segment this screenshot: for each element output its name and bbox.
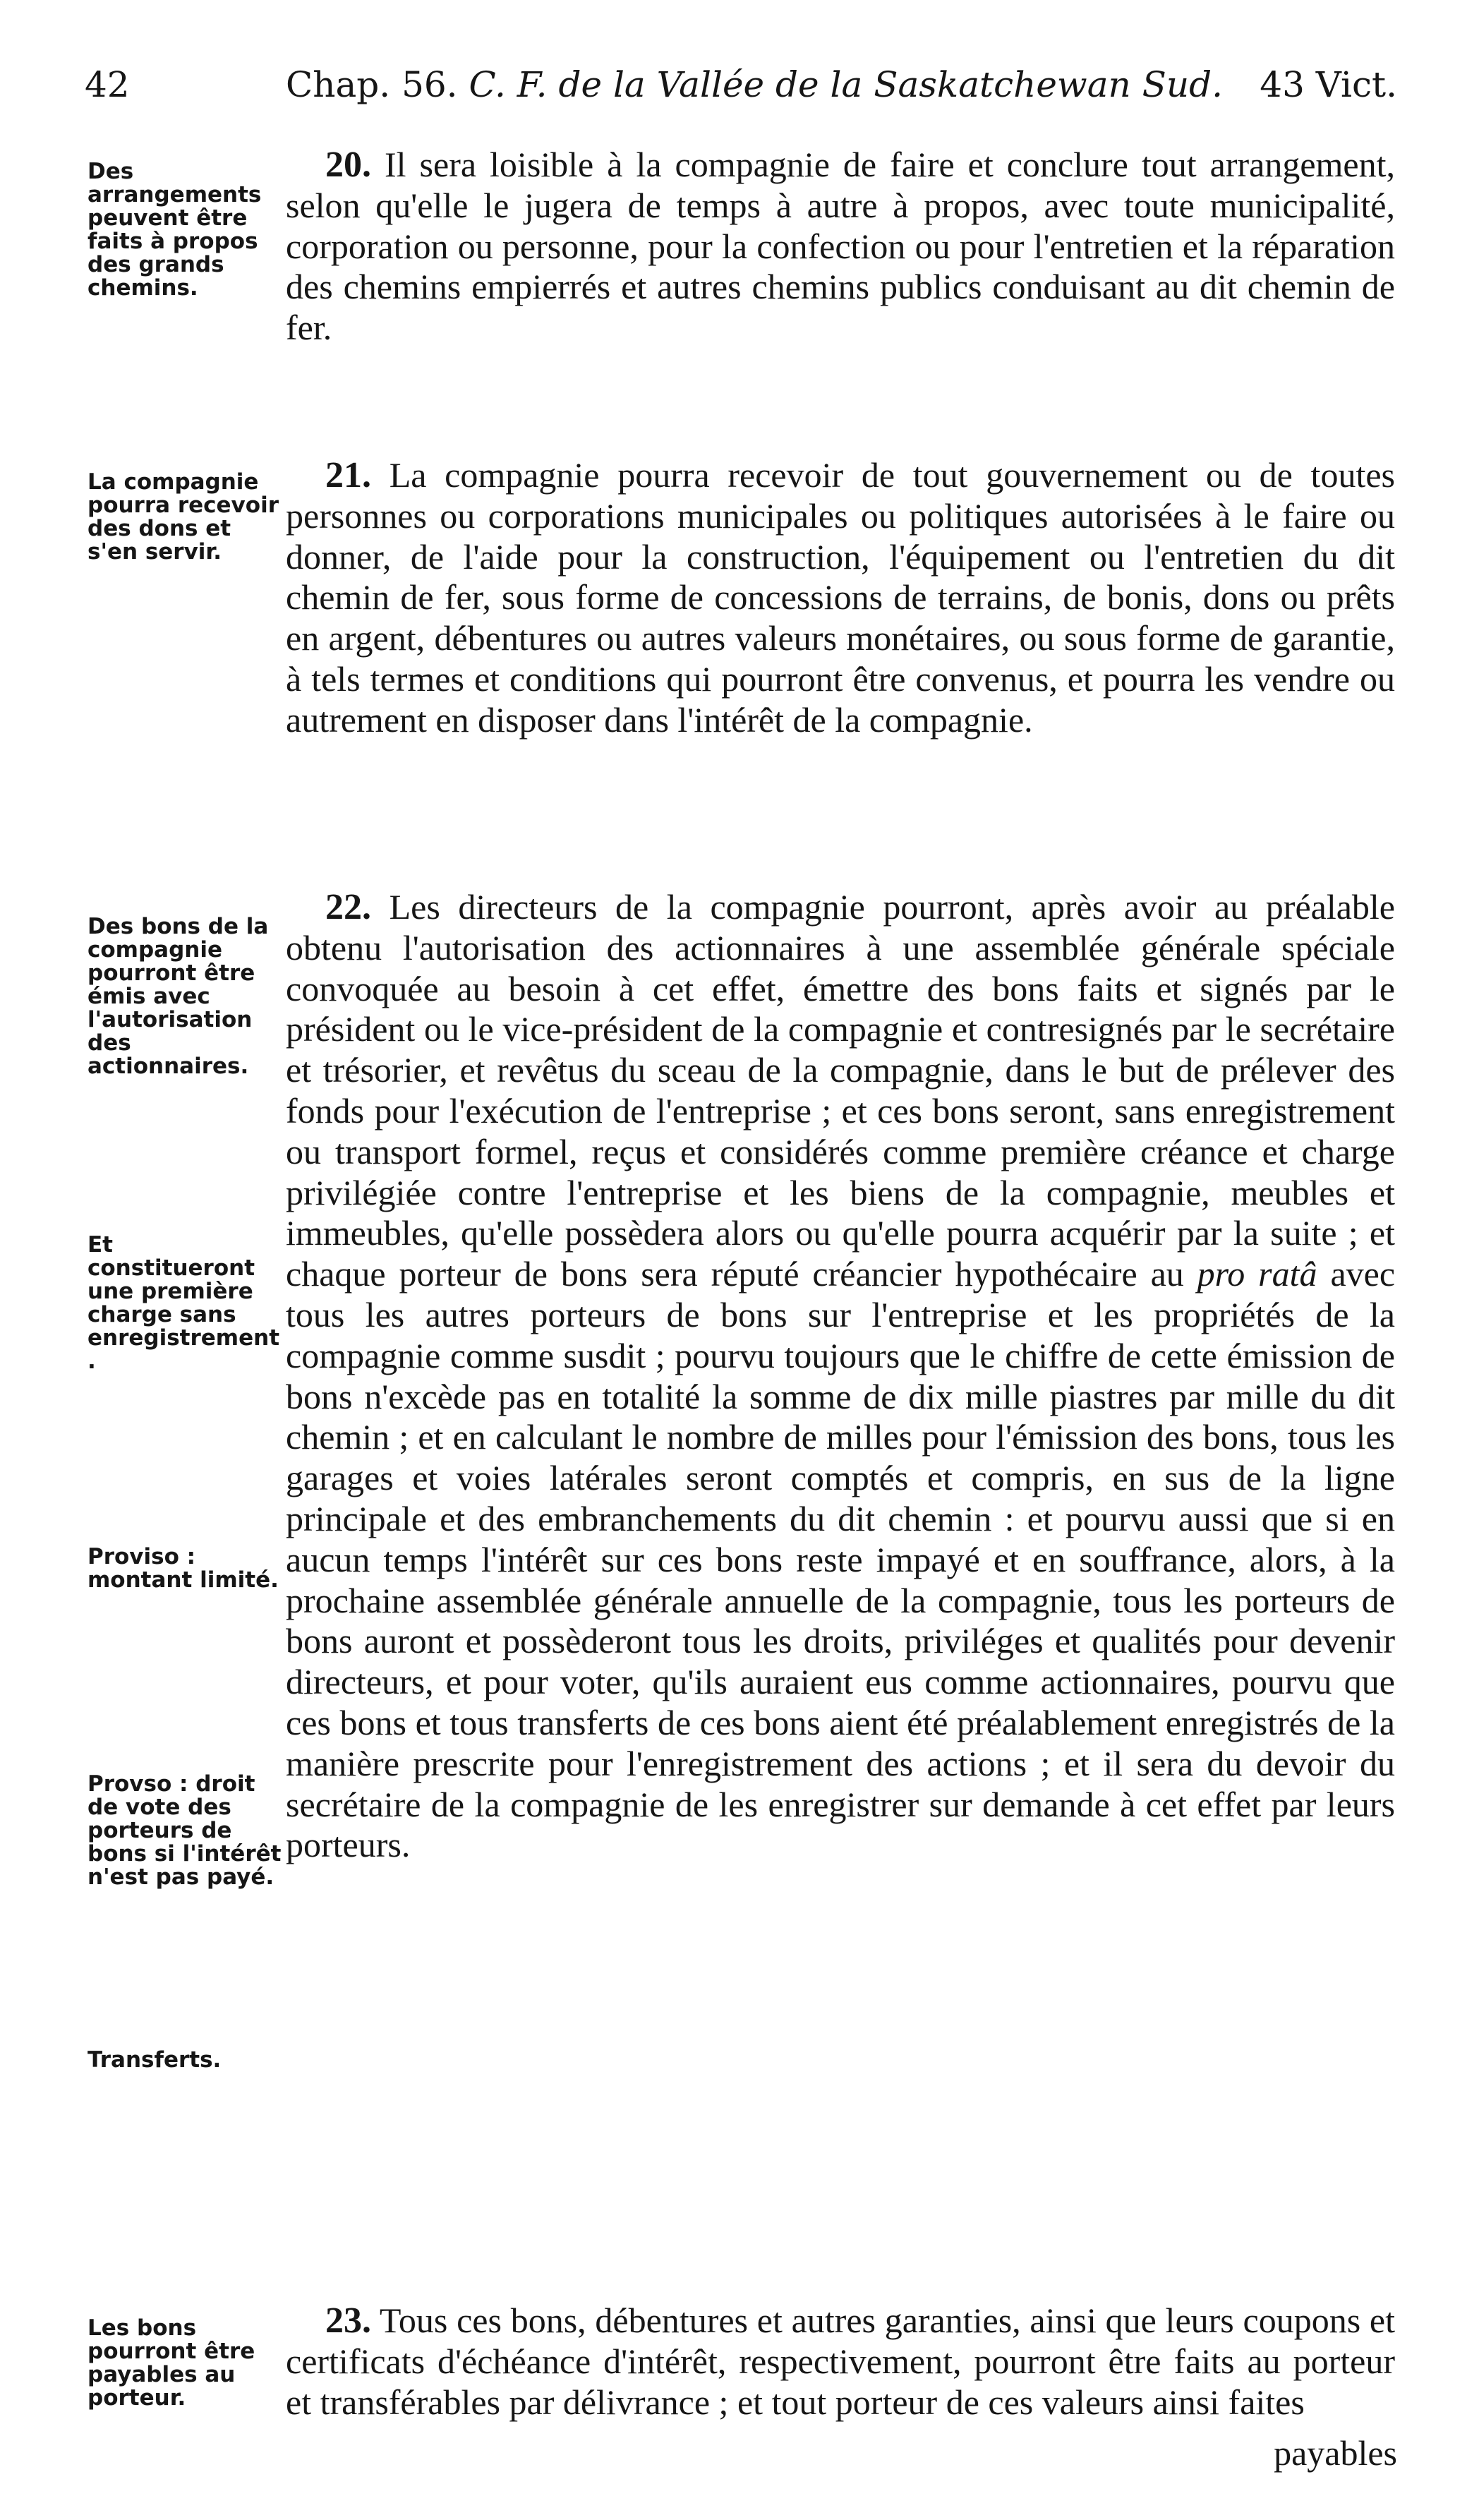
chapter-title [286,60,1223,109]
section-number: 22. [325,887,371,927]
margin-note-first-charge: Et constitueront une première charge sans enregistrement. [87,1232,280,1374]
section-20 [286,145,1395,349]
section-number: 23. [325,2301,371,2341]
margin-note-gifts: La compagnie pourra recevoir des dons et s'en servir. [87,469,279,565]
section-23 [286,2301,1395,2423]
margin-note-limit: Proviso : montant limité. [87,1544,279,1593]
chapter-number: Chap. 56. [286,64,458,105]
section-text-continued: avec tous les autres porteurs de bons sur l'entreprise et les propriétés de la compagnie comme susdit ; pourvu toujours que le chiffre de cette émission de bons n'excède pas en totalité la somme de dix mille piastres par mille du dit chemin ; et en calculant le nombre de milles pour l'émission des bons, tous les garages et voies latérales seront comptés et compris, en sus de la ligne principale et des embranchements du dit chemin : et pourvu aussi que si en aucun temps l'intérêt sur ces bons reste impayé et en souffrance, alors, à la prochaine assemblée générale annuelle de la compagnie, tous les porteurs de bons auront et possèderont tous les droits, priviléges et qualités pour devenir directeurs, et pour voter, qu'ils auraient eus comme actionnaires, pourvu que ces bons et tous transferts de ces bons aient été préalablement enregistrés de la manière prescrite pour l'enregistrement des actions ; et il sera du devoir du secrétaire de la compagnie de les enregistrer sur demande à cet effet par leurs porteurs. [286,1254,1396,1865]
act-title: C. F. de la Vallée de la Saskatchewan Sud. [469,64,1223,105]
section-italic-phrase: pro ratâ [1197,1254,1317,1294]
page-number: 42 [85,64,130,105]
section-text: Les directeurs de la compagnie pourront, après avoir au préalable obtenu l'autorisation des actionnaires à une assemblée générale spéciale convoquée au besoin à cet effet, émettre des bons faits et signés par le président ou le vice-président de la compagnie et contresignés par le secrétaire et trésorier, et revêtus du sceau de la compagnie, dans le but de prélever des fonds pour l'exécution de l'entreprise ; et ces bons seront, sans enregistrement ou transport formel, reçus et considérés comme première créance et charge privilégiée contre l'entreprise et les biens de la compagnie, meubles et immeubles, qu'elle possèdera alors ou qu'elle pourra acquérir par la suite ; et chaque porteur de bons sera réputé créancier hypothécaire au [286,887,1396,1294]
section-text: Tous ces bons, débentures et autres garanties, ainsi que leurs coupons et certificats d'échéance d'intérêt, respectivement, pourront être faits au porteur et transférables par délivrance ; et tout porteur de ces valeurs ainsi faites [286,2301,1395,2422]
regnal-year: 43 Vict. [1260,64,1397,105]
catchword: payables [1274,2433,1397,2473]
margin-note-voting-rights: Provso : droit de vote des porteurs de bons si l'intérêt n'est pas payé. [87,1771,282,1890]
margin-note-bearer: Les bons pourront être payables au porteur. [87,2315,255,2411]
section-number: 20. [325,145,371,185]
section-number: 21. [325,455,371,495]
running-head [85,60,1397,109]
section-text: La compagnie pourra recevoir de tout gouvernement ou de toutes personnes ou corporations municipales ou politiques autorisées à le faire ou donner, de l'aide pour la construction, l'équipement ou l'entretien du dit chemin de fer, sous forme de concessions de terrains, de bonis, dons ou prêts en argent, débentures ou autres valeurs monétaires, ou sous forme de garantie, à tels termes et conditions qui pourront être convenus, et pourra les vendre ou autrement en disposer dans l'intérêt de la compagnie. [286,455,1395,740]
section-21 [286,455,1395,741]
margin-note-transfers: Transferts. [87,2047,222,2073]
section-text: Il sera loisible à la compagnie de faire et conclure tout arrangement, selon qu'elle le jugera de temps à autre à propos, avec toute municipalité, corporation ou personne, pour la confection ou pour l'entretien et la réparation des chemins empierrés et autres chemins publics conduisant au dit chemin de fer. [286,145,1395,348]
margin-note-roads: Des arrangements peuvent être faits à propos des grands chemins. [87,159,262,301]
margin-note-bonds-issue: Des bons de la compagnie pourront être émis avec l'autorisation des actionnaires. [87,914,269,1079]
section-22 [286,887,1395,1866]
